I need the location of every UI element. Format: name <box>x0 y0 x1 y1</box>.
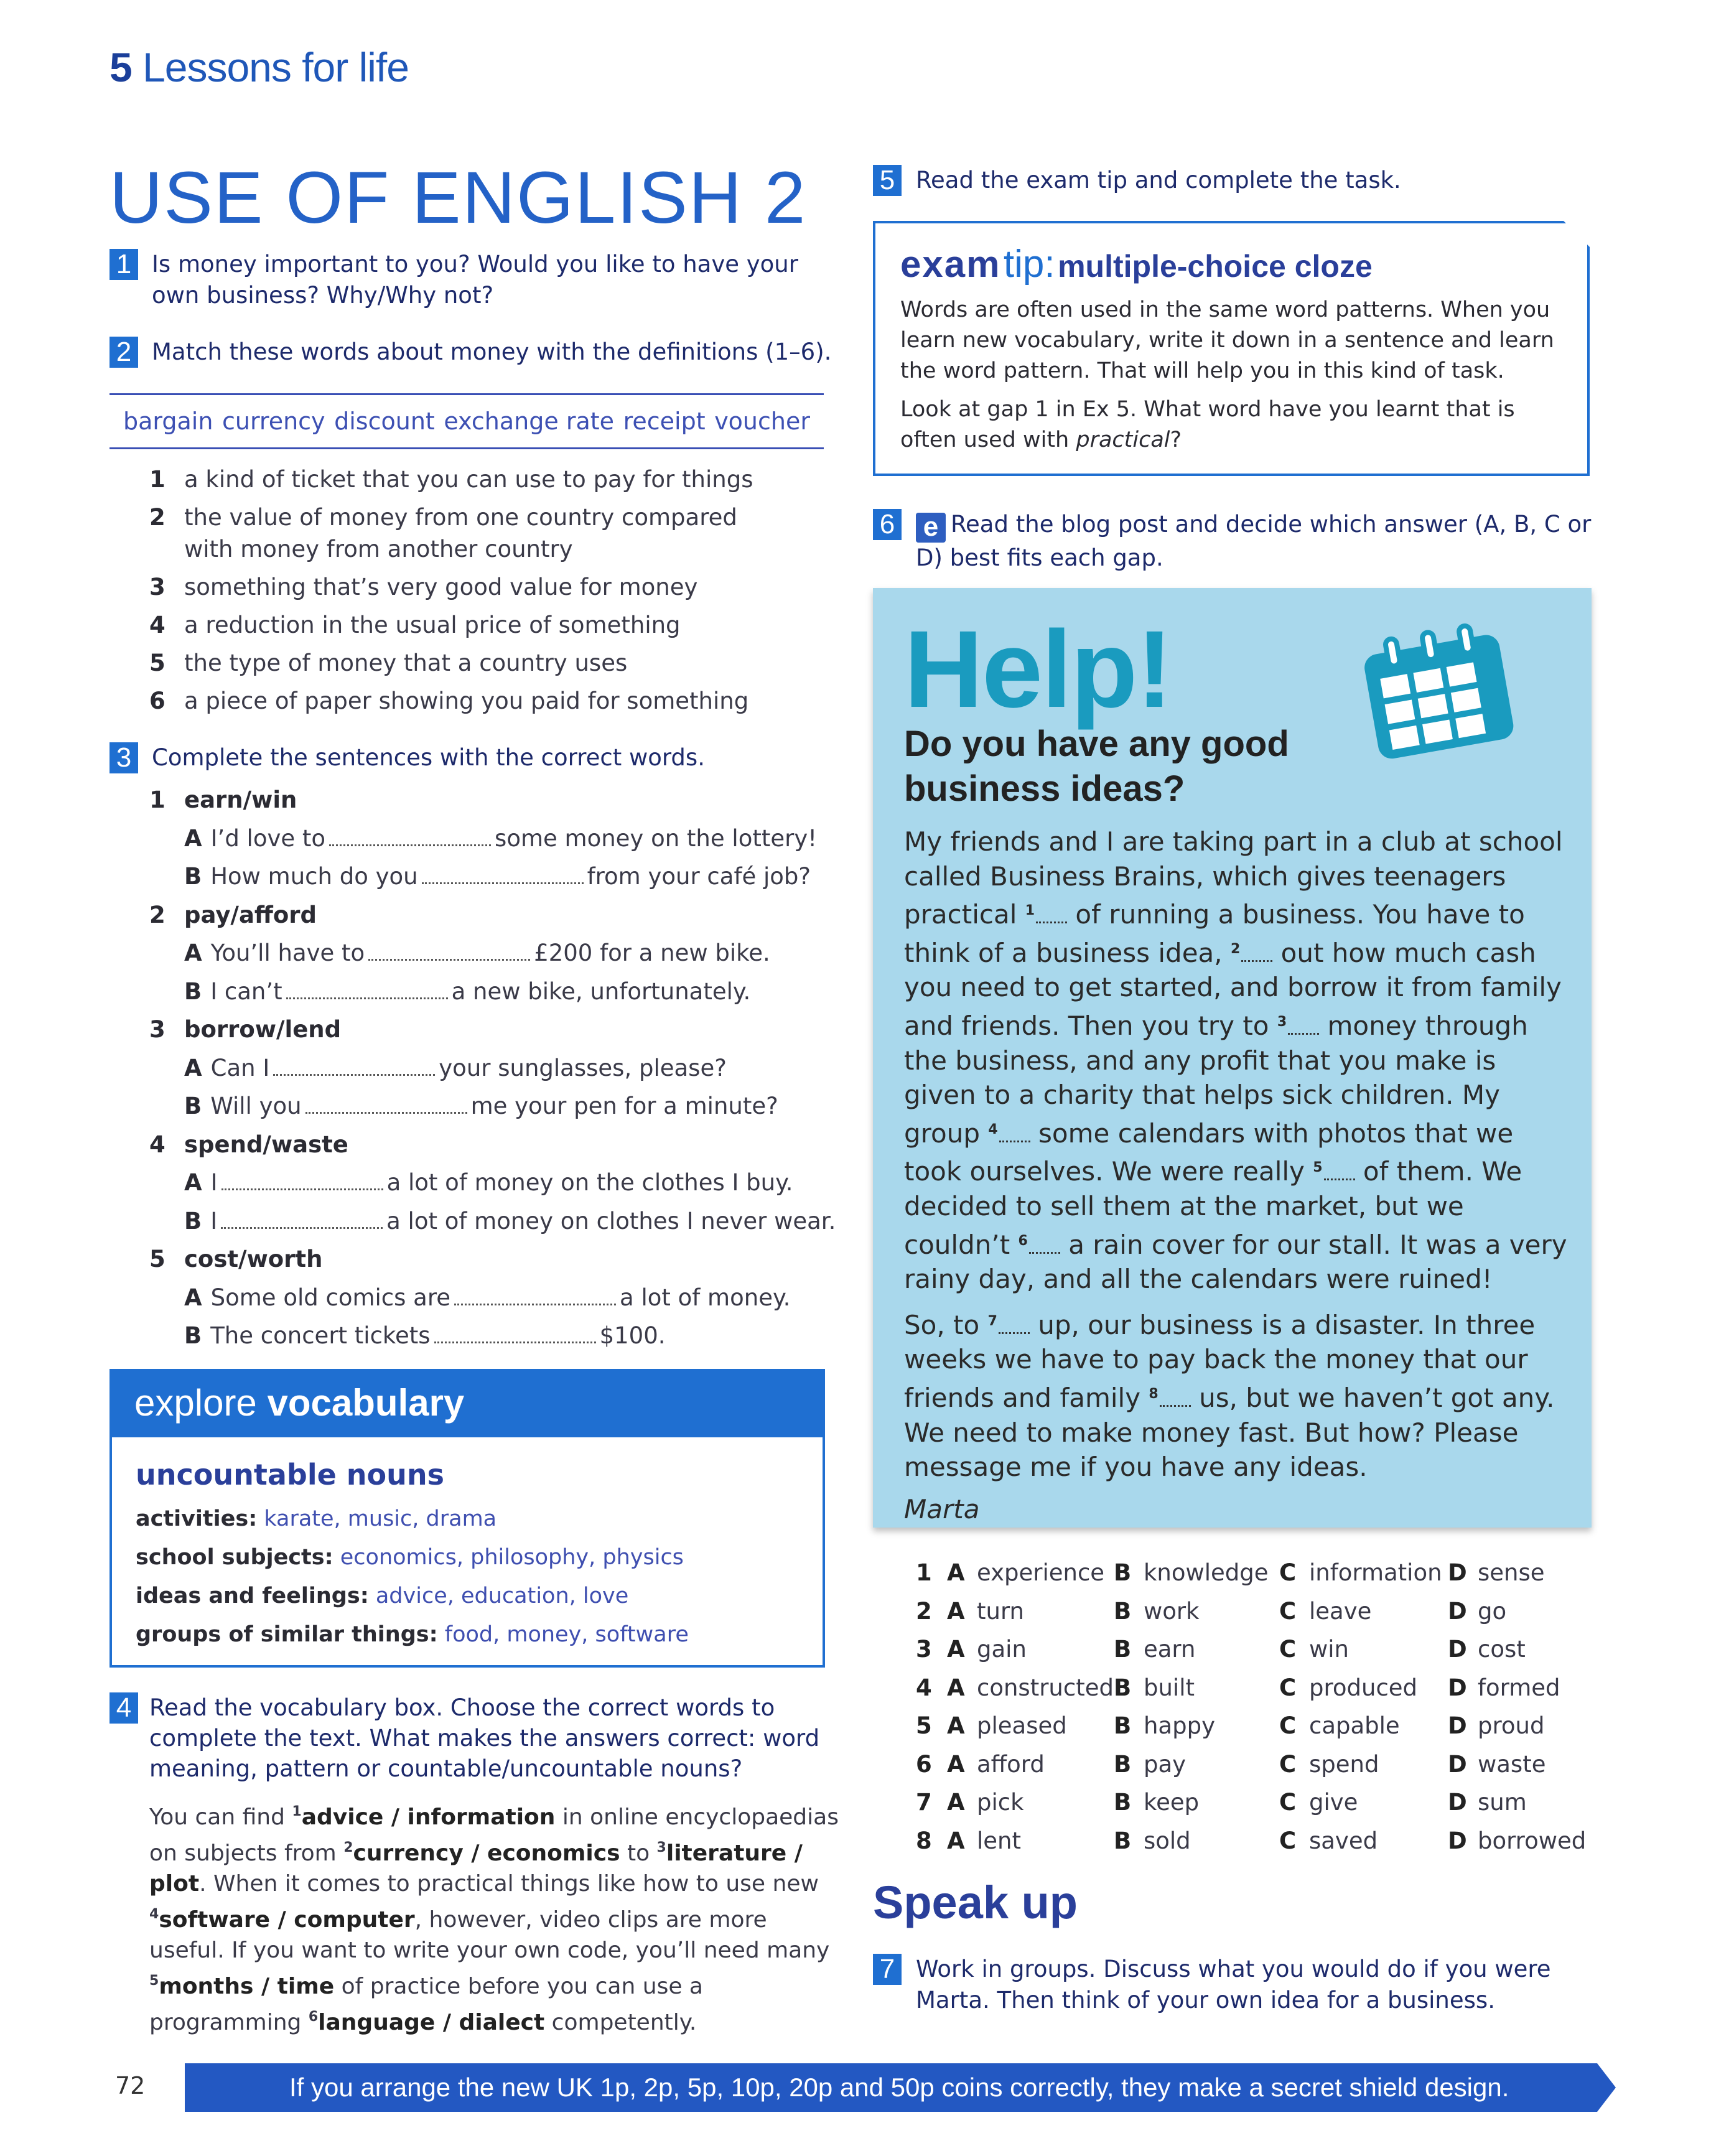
sentence-a: A Can I your sunglasses, please? <box>184 1054 727 1081</box>
answer-gap[interactable] <box>454 1300 616 1305</box>
choice-6[interactable]: language / dialect <box>318 2010 545 2035</box>
option-a[interactable]: lent <box>977 1827 1022 1854</box>
word-receipt: receipt <box>623 408 706 435</box>
explore-vocabulary-header: explore vocabulary <box>110 1369 825 1437</box>
option-d[interactable]: proud <box>1477 1712 1545 1739</box>
sentence-completion-list <box>149 781 840 1355</box>
definition-item: 3 something that’s very good value for money <box>149 574 698 600</box>
choice-3[interactable]: literature / plot <box>149 1841 803 1897</box>
answer-gap[interactable] <box>368 956 530 961</box>
sentence-a: A I a lot of money on the clothes I buy. <box>184 1169 793 1196</box>
option-a[interactable]: turn <box>977 1597 1024 1625</box>
sentence-b: B How much do you from your café job? <box>184 863 811 890</box>
sentence-b: B The concert tickets $100. <box>184 1322 666 1349</box>
word-currency: currency <box>221 408 325 435</box>
task-3-instruction: Complete the sentences with the correct words. <box>152 744 705 771</box>
option-a[interactable]: gain <box>977 1636 1027 1663</box>
blog-gap-4[interactable] <box>999 1139 1030 1142</box>
task-4-passage: You can find $^1$advice / information in online encyclopaedias on subjects from $^2$currency / economics to $^3$literature / plot. When it comes to practical things like how to use new $^4$software / computer, however, video clips are more useful. If you want to write your own code, you’ll need many $^5$months / time of practice before you can use a programming $^6$language / dialect competently. <box>149 1804 839 2035</box>
task-2-instruction: Match these words about money with the definitions (1–6). <box>152 338 832 365</box>
sentence-a: A I’d love to some money on the lottery! <box>184 824 818 852</box>
task-4-number: 4 <box>110 1692 138 1724</box>
answer-row: 8 A lent B sold C saved D borrowed <box>916 1822 1586 1860</box>
option-b[interactable]: built <box>1143 1674 1195 1701</box>
task-5-instruction: Read the exam tip and complete the task. <box>916 167 1401 194</box>
choice-5[interactable]: months / time <box>159 1974 335 1999</box>
answer-gap[interactable] <box>329 841 491 846</box>
page-title: USE OF ENGLISH 2 <box>110 157 807 239</box>
blog-gap-8[interactable] <box>1160 1403 1191 1407</box>
choice-2[interactable]: currency / economics <box>353 1841 620 1866</box>
blog-gap-5[interactable] <box>1324 1177 1355 1180</box>
option-b[interactable]: keep <box>1143 1789 1200 1816</box>
definition-item: 1 a kind of ticket that you can use to pay for things <box>149 466 753 493</box>
blog-gap-7[interactable] <box>999 1330 1030 1334</box>
blog-signature: Marta <box>904 1493 980 1524</box>
answer-row: 4 A constructed B built C produced D formed <box>916 1669 1586 1707</box>
money-word-box <box>110 393 824 449</box>
option-a[interactable]: afford <box>977 1750 1045 1778</box>
option-a[interactable]: pick <box>977 1789 1024 1816</box>
answer-gap[interactable] <box>221 1224 383 1229</box>
answer-row: 3 A gain B earn C win D cost <box>916 1630 1586 1669</box>
task-1-number: 1 <box>110 249 138 280</box>
definitions-list <box>149 464 834 717</box>
option-c[interactable]: produced <box>1308 1674 1418 1701</box>
word-voucher: voucher <box>714 408 810 435</box>
sentence-a: A Some old comics are a lot of money. <box>184 1284 791 1311</box>
option-a[interactable]: experience <box>977 1559 1105 1586</box>
word-discount: discount <box>334 408 435 435</box>
exam-tip-box <box>873 221 1590 476</box>
option-b[interactable]: happy <box>1143 1712 1215 1739</box>
sentence-b: B Will you me your pen for a minute? <box>184 1093 778 1119</box>
tip-box-corner <box>1562 220 1591 248</box>
option-d[interactable]: sense <box>1477 1559 1545 1586</box>
explore-subtitle: uncountable nouns <box>136 1458 445 1491</box>
option-b[interactable]: sold <box>1143 1827 1191 1854</box>
blog-text <box>904 824 1576 1526</box>
sentence-b: B I can’t a new bike, unfortunately. <box>184 978 751 1005</box>
answer-gap[interactable] <box>305 1109 467 1114</box>
answer-row: 2 A turn B work C leave D go <box>916 1592 1586 1631</box>
answer-row: 6 A afford B pay C spend D waste <box>916 1745 1586 1784</box>
blog-gap-2[interactable] <box>1241 958 1272 962</box>
choice-1[interactable]: advice / information <box>301 1804 556 1830</box>
blog-title: Help! <box>904 609 1172 730</box>
task-5-number: 5 <box>873 165 902 196</box>
page-number: 72 <box>115 2072 146 2099</box>
blog-post <box>873 588 1592 1528</box>
word-pair: 2 pay/afford <box>149 901 317 928</box>
definition-item: 2 the value of money from one country compared with money from another country <box>149 504 737 562</box>
speak-up-heading: Speak up <box>873 1877 1078 1928</box>
answer-gap[interactable] <box>286 994 448 999</box>
option-d[interactable]: waste <box>1477 1750 1546 1778</box>
exam-tip-header: exam tip: multiple-choice cloze <box>900 243 1373 286</box>
explore-vocabulary-box <box>110 1369 825 1668</box>
blog-subtitle: Do you have any good business ideas? <box>904 724 1289 809</box>
unit-header <box>110 44 409 91</box>
word-pair: 1 earn/win <box>149 786 297 813</box>
sentence-a: A You’ll have to £200 for a new bike. <box>184 940 770 966</box>
answer-row: 5 A pleased B happy C capable D proud <box>916 1707 1586 1745</box>
exam-tip-body: Words are often used in the same word patterns. When you learn new vocabulary, write it down in a sentence and learn the word pattern. That will help you in this kind of task. <box>900 297 1554 383</box>
option-c[interactable]: win <box>1308 1636 1349 1663</box>
option-c[interactable]: give <box>1308 1789 1358 1816</box>
blog-gap-1[interactable] <box>1036 920 1067 923</box>
option-d[interactable]: go <box>1477 1597 1507 1625</box>
task-1-instruction: Is money important to you? Would you like to have your own business? Why/Why not? <box>152 251 798 309</box>
definition-item: 4 a reduction in the usual price of something <box>149 612 681 638</box>
vocab-row: activities: karate, music, drama <box>136 1506 497 1531</box>
word-pair: 3 borrow/lend <box>149 1016 342 1043</box>
answer-gap[interactable] <box>434 1338 596 1343</box>
vocab-row: groups of similar things: food, money, software <box>136 1622 689 1647</box>
option-c[interactable]: spend <box>1308 1750 1379 1778</box>
blog-paragraph-2: So, to $^7$ up, our business is a disaster. In three weeks we have to pay back the money that our friends and family $^8$ us, but we haven’t got any. We need to make money fast. But how? Please message me if you have any ideas. <box>904 1309 1555 1483</box>
fact-banner-arrow <box>1597 2063 1616 2112</box>
option-c[interactable]: saved <box>1308 1827 1378 1854</box>
option-d[interactable]: cost <box>1477 1636 1526 1663</box>
answer-options <box>916 1554 1586 1860</box>
blog-gap-6[interactable] <box>1029 1250 1060 1254</box>
task-7-instruction: Work in groups. Discuss what you would do if you were Marta. Then think of your own idea for a business. <box>916 1956 1551 2014</box>
option-d[interactable]: borrowed <box>1477 1827 1587 1854</box>
option-c[interactable]: leave <box>1308 1597 1372 1625</box>
choice-4[interactable]: software / computer <box>159 1907 415 1933</box>
option-b[interactable]: pay <box>1143 1750 1187 1778</box>
task-6-instruction: e Read the blog post and decide which answer (A, B, C or D) best fits each gap. <box>916 511 1592 571</box>
unit-number: 5 <box>110 44 132 90</box>
blog-gap-3[interactable] <box>1288 1031 1319 1035</box>
fact-banner <box>185 2063 1597 2112</box>
e-book-icon: e <box>916 513 946 543</box>
option-c[interactable]: information <box>1308 1559 1442 1586</box>
option-a[interactable]: pleased <box>977 1712 1067 1739</box>
vocab-row: ideas and feelings: advice, education, love <box>136 1584 629 1608</box>
word-pair: 5 cost/worth <box>149 1246 323 1272</box>
answer-gap[interactable] <box>422 879 584 884</box>
definition-item: 6 a piece of paper showing you paid for something <box>149 688 749 714</box>
task-3-number: 3 <box>110 742 138 773</box>
answer-gap[interactable] <box>273 1071 435 1076</box>
option-d[interactable]: formed <box>1477 1674 1560 1701</box>
word-exchange-rate: exchange rate <box>444 408 615 435</box>
explore-vocabulary-body <box>136 1452 689 1654</box>
task-4-instruction: Read the vocabulary box. Choose the correct words to complete the text. What makes the answers correct: word meaning, pattern or countable/uncountable nouns? <box>149 1694 820 1782</box>
unit-title: Lessons for life <box>142 44 409 90</box>
option-b[interactable]: work <box>1143 1597 1200 1625</box>
answer-row: 1 A experience B knowledge C information D sense <box>916 1554 1586 1592</box>
task-7-number: 7 <box>873 1954 902 1985</box>
option-b[interactable]: knowledge <box>1143 1559 1269 1586</box>
vocab-row: school subjects: economics, philosophy, physics <box>136 1545 684 1570</box>
definition-item: 5 the type of money that a country uses <box>149 650 628 676</box>
option-b[interactable]: earn <box>1143 1636 1196 1663</box>
word-bargain: bargain <box>123 408 213 435</box>
answer-row: 7 A pick B keep C give D sum <box>916 1783 1586 1822</box>
task-6-number: 6 <box>873 509 902 540</box>
word-pair: 4 spend/waste <box>149 1131 348 1158</box>
answer-gap[interactable] <box>221 1185 383 1190</box>
option-d[interactable]: sum <box>1477 1789 1527 1816</box>
blog-paragraph-1: My friends and I are taking part in a club at school called Business Brains, which gives teenagers practical $^1$ of running a business. You have to think of a business idea, $^2$ out how much cash you need to get started, and borrow it from family and friends. Then you try to $^3$ money through the business, and any profit that you make is given to a charity that helps sick children. My group $^4$ some calendars with photos that we took ourselves. We were really $^5$ of them. We decided to sell them at the market, but we couldn’t $^6$ a rain cover for our stall. It was a very rainy day, and all the calendars were ruined! <box>904 826 1567 1295</box>
sentence-b: B I a lot of money on clothes I never wear. <box>184 1207 836 1234</box>
option-c[interactable]: capable <box>1308 1712 1400 1739</box>
task-2-number: 2 <box>110 337 138 368</box>
exam-tip-question: Look at gap 1 in Ex 5. What word have you learnt that is often used with practical? <box>900 397 1515 452</box>
fact-text: If you arrange the new UK 1p, 2p, 5p, 10p, 20p and 50p coins correctly, they make a secret shield design. <box>289 2073 1509 2102</box>
option-a[interactable]: constructed <box>977 1674 1114 1701</box>
